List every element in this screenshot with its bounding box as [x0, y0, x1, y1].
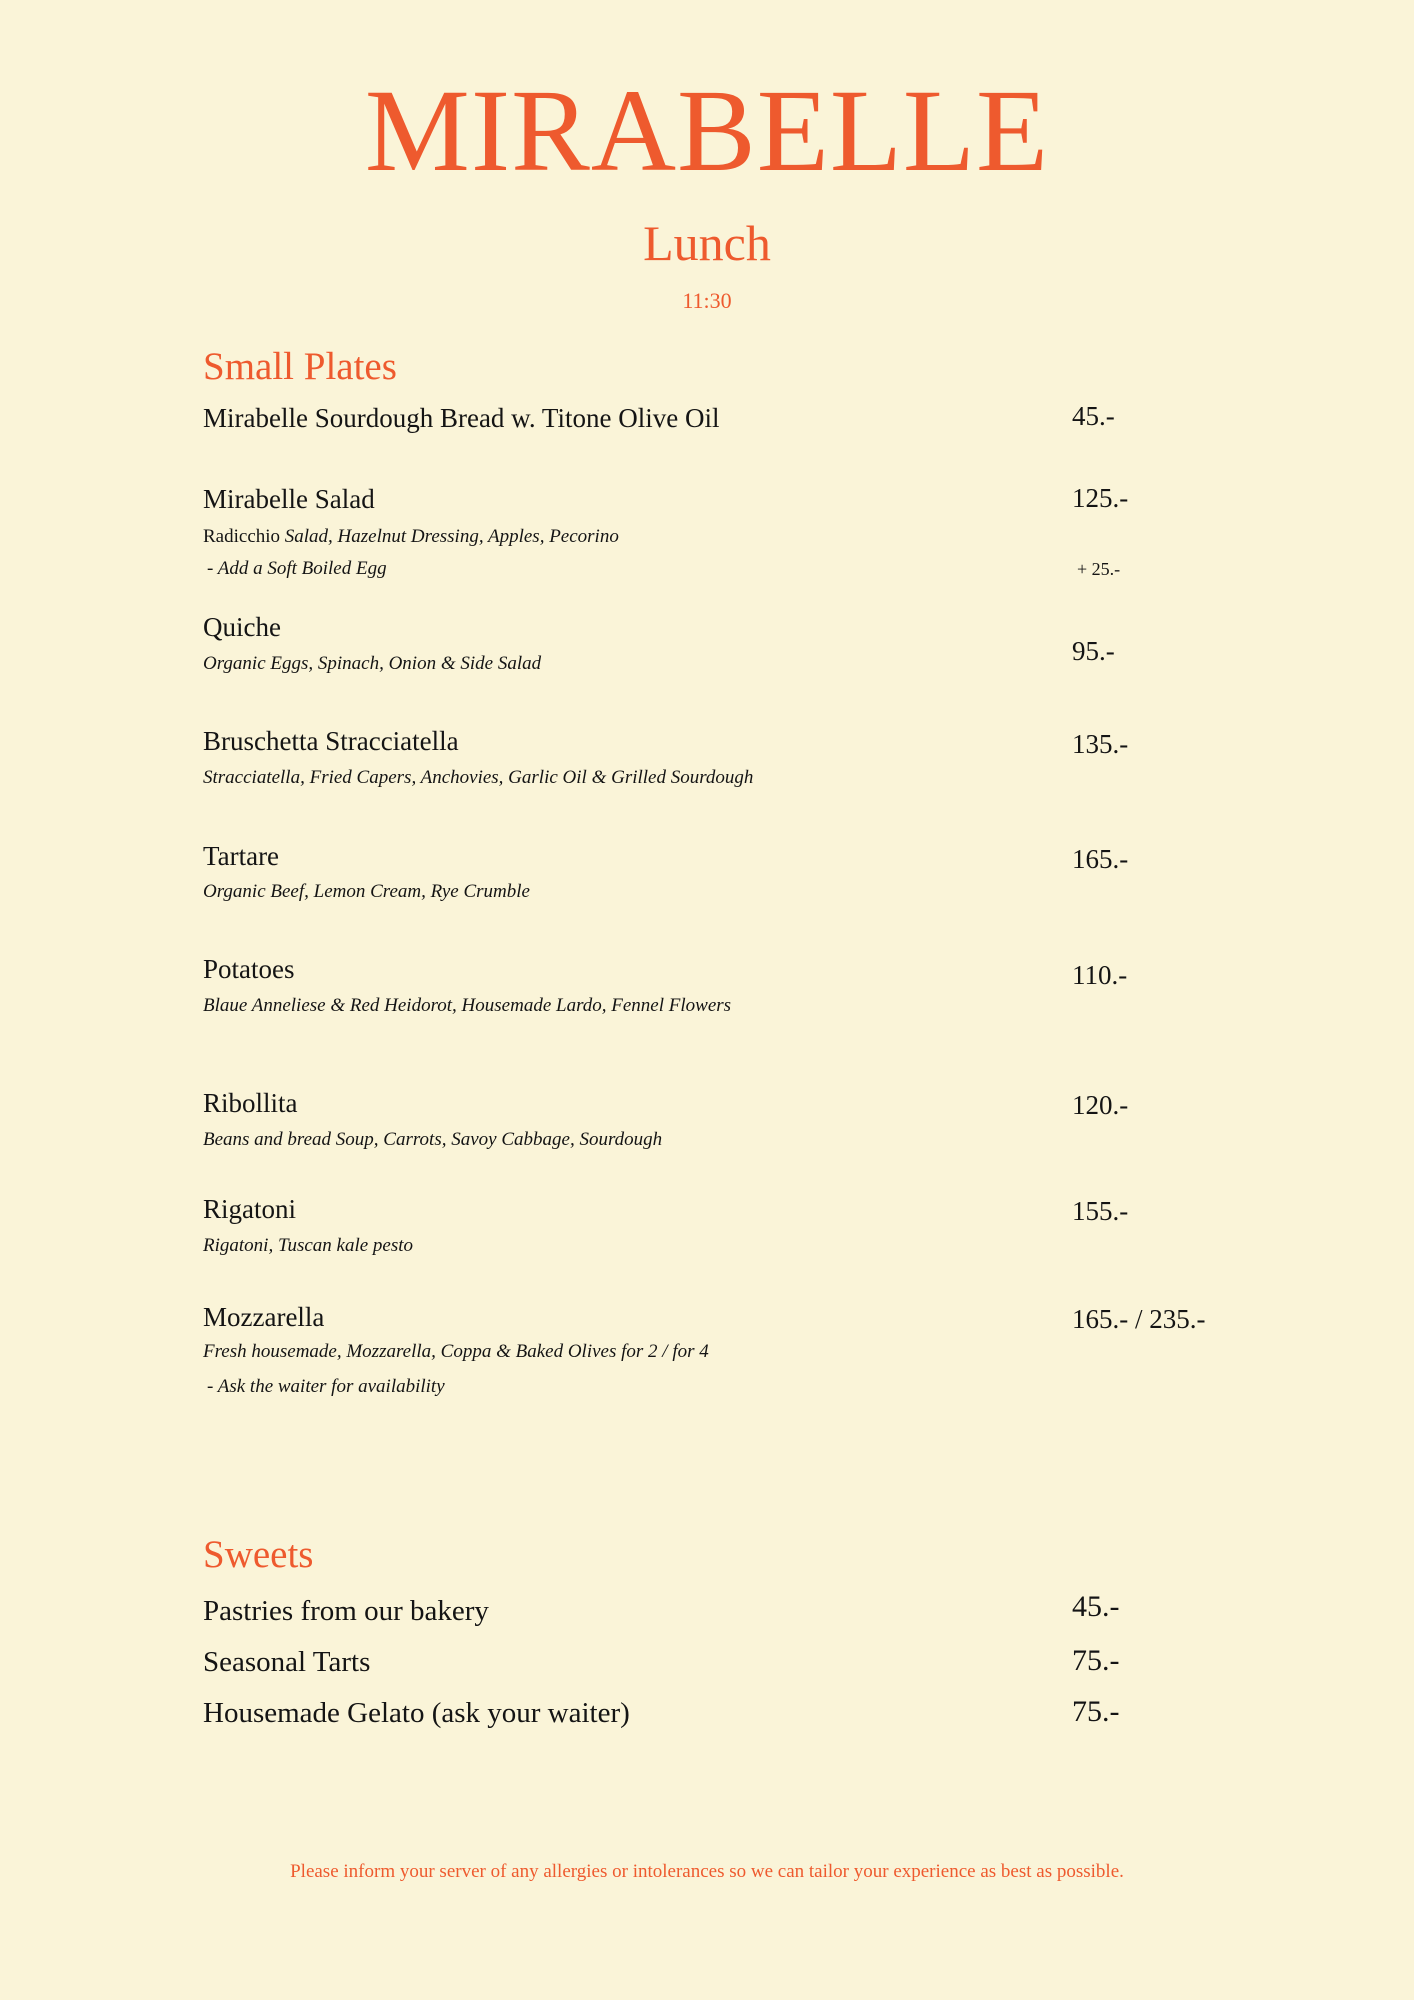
item-addon: - Ask the waiter for availability	[207, 1376, 445, 1397]
item-description: Organic Beef, Lemon Cream, Rye Crumble	[203, 881, 530, 902]
item-name: Mirabelle Sourdough Bread w. Titone Olive Oil	[203, 403, 720, 433]
item-name: Mirabelle Salad	[203, 484, 375, 514]
item-price: 165.- / 235.-	[1072, 1304, 1206, 1334]
item-description: Organic Eggs, Spinach, Onion & Side Salad	[203, 653, 542, 674]
item-name: Pastries from our bakery	[203, 1595, 489, 1627]
item-price: 75.-	[1072, 1695, 1120, 1728]
item-description: Beans and bread Soup, Carrots, Savoy Cabbage, Sourdough	[203, 1129, 663, 1150]
item-description	[203, 527, 619, 546]
item-description: Fresh housemade, Mozzarella, Coppa & Baked Olives for 2 / for 4	[203, 1341, 709, 1362]
item-name: Mozzarella	[203, 1302, 325, 1332]
item-price: 120.-	[1072, 1090, 1129, 1120]
item-price: 45.-	[1072, 401, 1115, 431]
item-description: Rigatoni, Tuscan kale pesto	[203, 1235, 414, 1256]
item-name: Rigatoni	[203, 1194, 296, 1224]
item-price: 75.-	[1072, 1644, 1120, 1677]
item-price: 135.-	[1072, 729, 1129, 759]
item-price: 155.-	[1072, 1196, 1129, 1226]
restaurant-name: MIRABELLE	[364, 65, 1050, 196]
service-time: 11:30	[682, 288, 732, 313]
item-addon-price: + 25.-	[1077, 559, 1121, 579]
allergy-note: Please inform your server of any allergies or intolerances so we can tailor your experience as best as possible.	[290, 1861, 1124, 1882]
item-price: 45.-	[1072, 1590, 1120, 1623]
item-name: Housemade Gelato (ask your waiter)	[203, 1697, 630, 1729]
item-description-lead: Radicchio	[203, 526, 281, 547]
item-name: Ribollita	[203, 1088, 298, 1118]
item-name: Potatoes	[203, 954, 295, 984]
item-description: Stracciatella, Fried Capers, Anchovies, Garlic Oil & Grilled Sourdough	[203, 767, 754, 788]
item-name: Seasonal Tarts	[203, 1646, 371, 1678]
item-description-rest: Salad, Hazelnut Dressing, Apples, Pecorino	[280, 526, 619, 547]
section-title-sweets: Sweets	[203, 1533, 314, 1576]
meal-title: Lunch	[643, 215, 771, 271]
item-price: 110.-	[1072, 960, 1128, 990]
item-name: Bruschetta Stracciatella	[203, 726, 459, 756]
item-price: 95.-	[1072, 636, 1115, 666]
item-price: 165.-	[1072, 844, 1129, 874]
item-price: 125.-	[1072, 483, 1129, 513]
section-title-small-plates: Small Plates	[203, 345, 397, 388]
item-name: Quiche	[203, 612, 281, 642]
item-addon: - Add a Soft Boiled Egg	[207, 558, 387, 579]
item-name: Tartare	[203, 841, 280, 871]
item-description: Blaue Anneliese & Red Heidorot, Housemade Lardo, Fennel Flowers	[203, 995, 732, 1016]
